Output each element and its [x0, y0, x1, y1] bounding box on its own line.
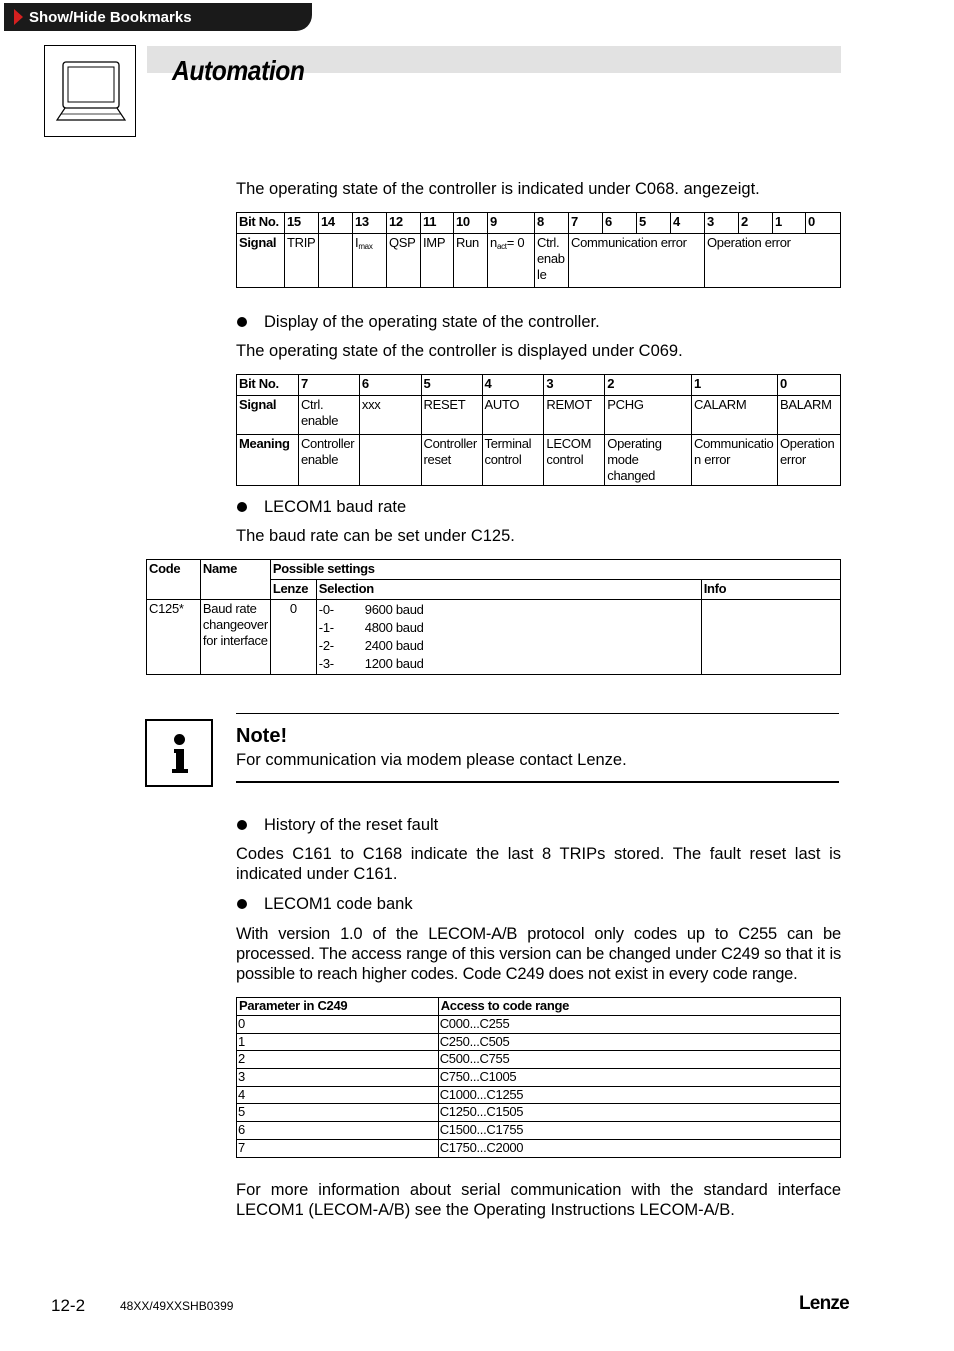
meaning-cell: Communicatio n error [692, 435, 778, 486]
bit-1: 1 [692, 375, 778, 396]
bullet-icon [237, 820, 247, 830]
signal-ctrl-enable: Ctrl. enab le [535, 234, 569, 288]
bit-4: 4 [671, 213, 705, 234]
c068-bit-table [236, 212, 841, 288]
bit-9: 9 [488, 213, 535, 234]
signal-cell: PCHG [605, 396, 692, 435]
bit-7: 7 [569, 213, 603, 234]
bit-5: 5 [637, 213, 671, 234]
signal-imax: $I_{max}$ [353, 234, 387, 288]
bit-7: 7 [298, 375, 359, 396]
lenze-cell: 0 [270, 600, 316, 675]
access-header: Access to code range [438, 998, 840, 1016]
c069-bit-table [236, 374, 841, 486]
document-id: 48XX/49XXSHB0399 [120, 1299, 234, 1313]
meaning-cell: LECOM control [544, 435, 605, 486]
meaning-cell [359, 435, 421, 486]
bit-13: 13 [353, 213, 387, 234]
bit-2: 2 [739, 213, 773, 234]
bit-3: 3 [705, 213, 739, 234]
name-cell: Baud rate changeover for interface [200, 600, 270, 675]
bullet-icon [237, 502, 247, 512]
bullet-icon [237, 899, 247, 909]
table-row: 6 C1500...C1755 [237, 1122, 841, 1140]
bit-no-label: Bit No. [237, 375, 299, 396]
bit-11: 11 [421, 213, 454, 234]
code-cell: C125* [147, 600, 201, 675]
table-row: 3 C750...C1005 [237, 1069, 841, 1087]
meaning-cell: Controller enable [298, 435, 359, 486]
bullet-icon [237, 317, 247, 327]
name-header: Name [200, 560, 270, 600]
bit-1: 1 [773, 213, 806, 234]
bit-no-label: Bit No. [237, 213, 285, 234]
signal-cell: Ctrl. enable [298, 396, 359, 435]
signal-nact: $n_{act}= 0$ [488, 234, 535, 288]
bit-14: 14 [319, 213, 353, 234]
selection-row: -2- 2400 baud [318, 638, 424, 653]
triangle-right-icon [14, 9, 23, 25]
note-title: Note! [236, 725, 288, 747]
paragraph-c068: The operating state of the controller is indicated under C068. angezeigt. [236, 180, 760, 198]
bookmark-label: Show/Hide Bookmarks [29, 8, 192, 26]
signal-cell: RESET [421, 396, 482, 435]
signal-cell: CALARM [692, 396, 778, 435]
signal-cell: xxx [359, 396, 421, 435]
signal-cell: REMOT [544, 396, 605, 435]
info-icon [145, 719, 213, 787]
bit-0: 0 [806, 213, 841, 234]
meaning-cell: Operation error [777, 435, 840, 486]
lenze-header: Lenze [270, 580, 316, 600]
info-header: Info [701, 580, 840, 600]
table-row: 1 C250...C505 [237, 1033, 841, 1051]
bit-15: 15 [285, 213, 319, 234]
c125-code-table [146, 559, 841, 675]
page-number: 12-2 [51, 1296, 86, 1315]
bit-10: 10 [454, 213, 488, 234]
bullet-reset-history: History of the reset fault [236, 815, 438, 835]
bullet-baud-rate: LECOM1 baud rate [236, 497, 406, 517]
bit-6: 6 [603, 213, 637, 234]
note-top-rule [236, 713, 839, 714]
selection-row: -0- 9600 baud [318, 602, 424, 617]
bit-12: 12 [387, 213, 421, 234]
code-header: Code [147, 560, 201, 600]
signal-operation-error: Operation error [705, 234, 841, 288]
paragraph-code-bank: With version 1.0 of the LECOM-A/B protocol only codes up to C255 can be processed. The access range of this version can be changed under C249 so that it is possible to reach higher codes. Code C249 does not exist in every code range. [236, 925, 841, 983]
bit-0: 0 [777, 375, 840, 396]
meaning-cell: Operating mode changed [605, 435, 692, 486]
info-cell [701, 600, 840, 675]
signal-label: Signal [237, 234, 285, 288]
table-row: 5 C1250...C1505 [237, 1104, 841, 1122]
signal-trip: TRIP [285, 234, 319, 288]
note-text: For communication via modem please contact Lenze. [236, 751, 627, 769]
possible-settings-header: Possible settings [270, 560, 840, 580]
paragraph-more-info: For more information about serial communication with the standard interface LECOM1 (LECOM-A/B) see the Operating Instructions LECOM-A/B. [236, 1181, 841, 1219]
table-row: 0 C000...C255 [237, 1016, 841, 1034]
paragraph-c125: The baud rate can be set under C125. [236, 527, 515, 545]
selection-row: -1- 4800 baud [318, 620, 424, 635]
table-row: 2 C500...C755 [237, 1051, 841, 1069]
signal-empty [319, 234, 353, 288]
selection-header: Selection [316, 580, 701, 600]
bit-8: 8 [535, 213, 569, 234]
lenze-logo: Lenze [799, 1293, 849, 1314]
paragraph-c069: The operating state of the controller is displayed under C069. [236, 342, 683, 360]
table-row: 4 C1000...C1255 [237, 1086, 841, 1104]
table-row: 7 C1750...C2000 [237, 1139, 841, 1157]
bit-6: 6 [359, 375, 421, 396]
signal-cell: BALARM [777, 396, 840, 435]
signal-communication-error: Communication error [569, 234, 705, 288]
computer-icon [44, 45, 136, 137]
show-hide-bookmarks-button[interactable] [4, 3, 312, 31]
bit-3: 3 [544, 375, 605, 396]
selection-cell [316, 600, 701, 675]
signal-cell: AUTO [482, 396, 544, 435]
chapter-title: Automation [172, 55, 305, 86]
c249-range-table [236, 997, 841, 1158]
signal-imp: IMP [421, 234, 454, 288]
meaning-cell: Controller reset [421, 435, 482, 486]
bit-5: 5 [421, 375, 482, 396]
bullet-code-bank: LECOM1 code bank [236, 894, 413, 914]
signal-run: Run [454, 234, 488, 288]
note-bottom-rule [236, 781, 839, 783]
signal-label: Signal [237, 396, 299, 435]
bullet-display-state: Display of the operating state of the controller. [236, 312, 600, 332]
paragraph-history: Codes C161 to C168 indicate the last 8 TRIPs stored. The fault reset last is indicated under C161. [236, 845, 841, 883]
parameter-header: Parameter in C249 [237, 998, 439, 1016]
bit-2: 2 [605, 375, 692, 396]
meaning-label: Meaning [237, 435, 299, 486]
signal-qsp: QSP [387, 234, 421, 288]
selection-row: -3- 1200 baud [318, 656, 424, 671]
meaning-cell: Terminal control [482, 435, 544, 486]
bit-4: 4 [482, 375, 544, 396]
